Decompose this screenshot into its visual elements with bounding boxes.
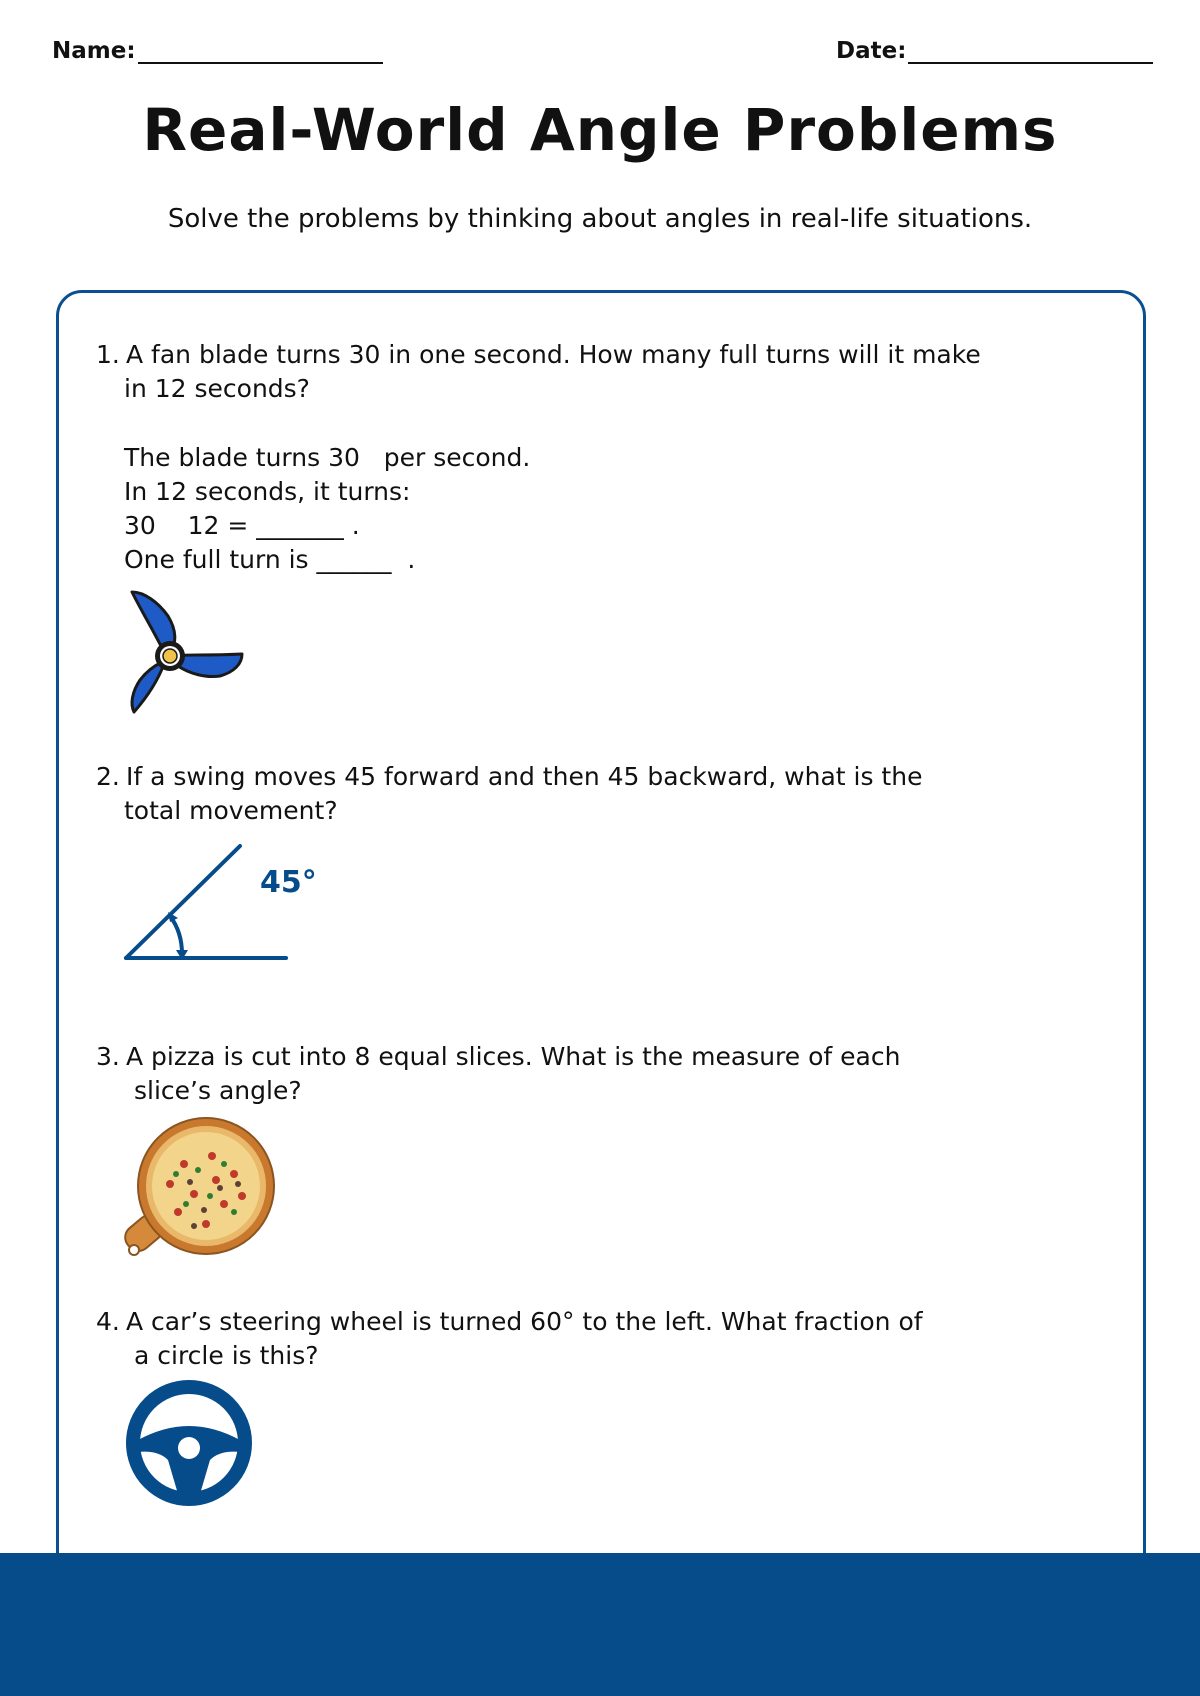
work-line: In 12 seconds, it turns: — [124, 477, 411, 506]
problem-3 — [96, 1040, 1136, 1108]
work-line-blank: One full turn is ______ . — [124, 545, 416, 574]
problem-text: If a swing moves 45 forward and then 45 backward, what is the — [126, 762, 923, 791]
problem-number: 4. — [96, 1307, 120, 1336]
name-blank[interactable] — [138, 38, 383, 64]
problem-text-cont: in 12 seconds? — [124, 374, 310, 403]
problem-text: A fan blade turns 30 in one second. How many full turns will it make — [126, 340, 981, 369]
problem-number: 1. — [96, 340, 120, 369]
problem-1 — [96, 338, 1136, 406]
work-line-blank: 30 12 = _______ . — [124, 511, 360, 540]
steering-wheel-icon — [124, 1378, 254, 1508]
problem-number: 3. — [96, 1042, 120, 1071]
page-title: Real-World Angle Problems — [142, 96, 1058, 164]
problem-4 — [96, 1305, 1136, 1373]
problem-text-cont: total movement? — [124, 796, 338, 825]
problem-2 — [96, 760, 1136, 828]
page-subtitle: Solve the problems by thinking about angles in real-life situations. — [167, 204, 1033, 234]
date-field[interactable] — [836, 38, 1153, 64]
fan-icon — [124, 584, 248, 718]
footer-band — [0, 1553, 1200, 1696]
pizza-icon — [124, 1116, 276, 1268]
worked-steps — [124, 441, 530, 577]
problem-text: A pizza is cut into 8 equal slices. What is the measure of each — [126, 1042, 901, 1071]
work-line: The blade turns 30 per second. — [124, 443, 531, 472]
angle-diagram — [120, 842, 320, 962]
name-label: Name: — [52, 38, 136, 64]
problem-number: 2. — [96, 762, 120, 791]
problem-text-cont: a circle is this? — [134, 1341, 319, 1370]
date-label: Date: — [836, 38, 907, 64]
problem-text: A car’s steering wheel is turned 60° to the left. What fraction of — [126, 1307, 923, 1336]
angle-label: 45° — [260, 865, 317, 900]
name-field[interactable] — [52, 38, 383, 64]
problem-text-cont: slice’s angle? — [134, 1076, 302, 1105]
date-blank[interactable] — [908, 38, 1153, 64]
